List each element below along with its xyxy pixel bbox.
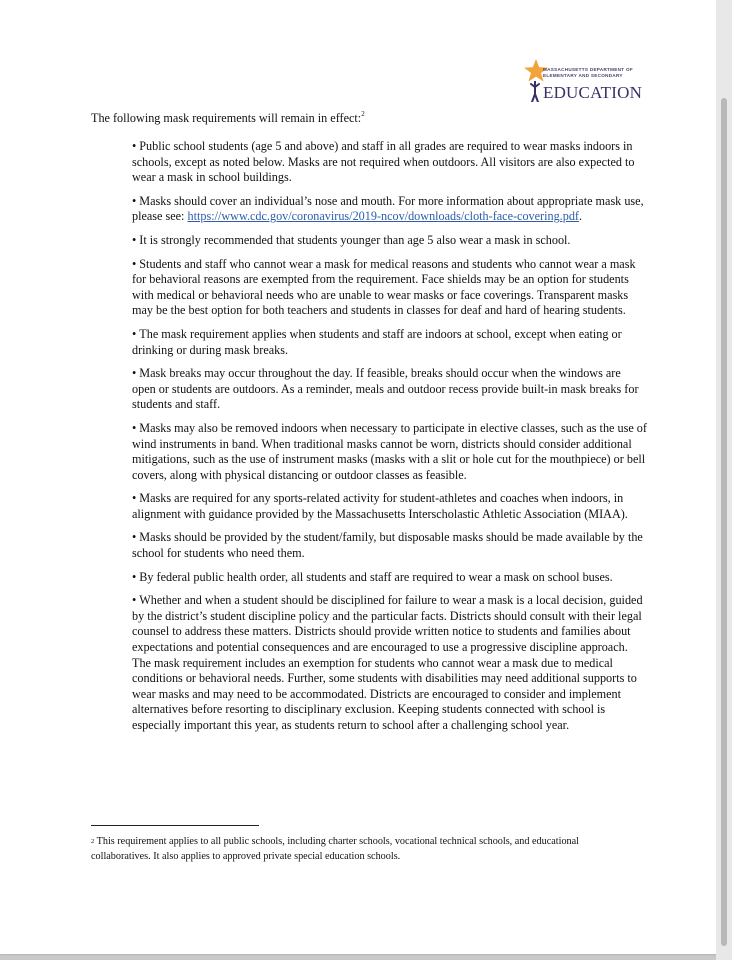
bullet-marker: • (132, 569, 137, 584)
mask-requirements-list (132, 139, 647, 742)
cdc-mask-guidance-link[interactable]: https://www.cdc.gov/coronavirus/2019-ncov/downloads/cloth-face-covering.pdf (187, 209, 579, 224)
bullet-text: The mask requirement applies when students and staff are indoors at school, except when eating or drinking or during mask breaks. (132, 326, 622, 357)
bullet-marker: • (132, 491, 137, 506)
bullet-marker: • (132, 232, 137, 247)
footnote-number: 2 (91, 838, 95, 845)
footnote-reference[interactable]: 2 (361, 110, 365, 118)
bullet-marker: • (132, 256, 137, 271)
list-item (132, 530, 647, 561)
list-item (132, 593, 647, 733)
bullet-marker: • (132, 420, 137, 435)
list-item (132, 366, 647, 413)
bullet-marker: • (132, 326, 137, 341)
list-item (132, 233, 647, 249)
bullet-text: Whether and when a student should be disciplined for failure to wear a mask is a local decision, guided by the district’s student discipline policy and the particular facts. Districts should consult with their legal counsel to address these matters. Districts should provide written notice to students and families about expectations and potential consequences and are encouraged to use a progressive discipline approach. The mask requirement includes an exemption for students who cannot wear a mask due to medical conditions or behavioral needs. Further, some students with disabilities may need additional supports to wear masks and may need to be accommodated. Districts are encouraged to consider and implement alternatives before resorting to disciplinary exclusion. Keeping students connected with school is especially important this year, as students return to school after a challenging school year. (132, 593, 643, 732)
bullet-marker: • (132, 593, 137, 608)
bullet-marker: • (132, 139, 137, 153)
footnote-divider (91, 825, 259, 826)
list-item (132, 491, 647, 522)
vertical-scrollbar[interactable] (716, 0, 732, 960)
bullet-text: Masks are required for any sports-related activity for student-athletes and coaches when indoors, in alignment with guidance provided by the Massachusetts Interscholastic Athletic Association (MIAA). (132, 491, 628, 521)
bullet-marker: • (132, 530, 137, 545)
bullet-text: Masks may also be removed indoors when necessary to participate in elective classes, such as the use of wind instruments in band. When traditional masks cannot be worn, districts should consider additional mitigations, such as the use of instrument masks (masks with a slit or hole cut for the mouthpiece) or bell covers, along with physical distancing or outdoor classes as feasible. (132, 420, 647, 482)
list-item (132, 139, 647, 186)
bullet-text: Public school students (age 5 and above) and staff in all grades are required to wear masks indoors in schools, except as noted below. Masks are not required when outdoors. All visitors are also expected to wear a mask in school buildings. (132, 139, 635, 185)
footnote (91, 834, 631, 864)
bullet-text: Students and staff who cannot wear a mask for medical reasons and students who cannot wear a mask for behavioral reasons are exempted from the requirement. Face shields may be an option for students with medical or behavioral needs who are unable to wear masks or face coverings. Transparent masks may be the best option for both teachers and students in classes for deaf and hard of hearing students. (132, 256, 636, 318)
bullet-text: By federal public health order, all students and staff are required to wear a mask on school buses. (139, 569, 613, 584)
student-figure-icon (529, 81, 541, 102)
bullet-marker: • (132, 366, 137, 381)
bullet-text: Mask breaks may occur throughout the day. If feasible, breaks should occur when the windows are open or students are outdoors. As a reminder, meals and outdoor recess provide built-in mask breaks for students and staff. (132, 366, 639, 412)
bullet-marker: • (132, 193, 137, 208)
list-item (132, 194, 647, 225)
bullet-text: Masks should cover an individual’s nose and mouth. For more information about appropriate mask use, please see: (132, 193, 644, 224)
scrollbar-thumb[interactable] (721, 98, 727, 946)
ese-logo (523, 58, 645, 104)
bullet-text: It is strongly recommended that students younger than age 5 also wear a mask in school. (139, 232, 571, 247)
list-item (132, 570, 647, 586)
logo-education-text: EDUCATION (543, 83, 643, 102)
list-item (132, 421, 647, 483)
intro-text: The following mask requirements will remain in effect: (91, 111, 362, 125)
list-item (132, 257, 647, 319)
bullet-text-end: . (578, 209, 583, 224)
logo-department-text: MASSACHUSETTS DEPARTMENT OF ELEMENTARY AND SECONDARY (543, 67, 633, 78)
footnote-text: This requirement applies to all public schools, including charter schools, vocational technical schools, and educational collaboratives. It also applies to approved private special education schools. (91, 836, 579, 862)
intro-sentence (91, 111, 365, 126)
bullet-text: Masks should be provided by the student/family, but disposable masks should be made available by the school for students who need them. (132, 530, 643, 561)
list-item (132, 327, 647, 358)
